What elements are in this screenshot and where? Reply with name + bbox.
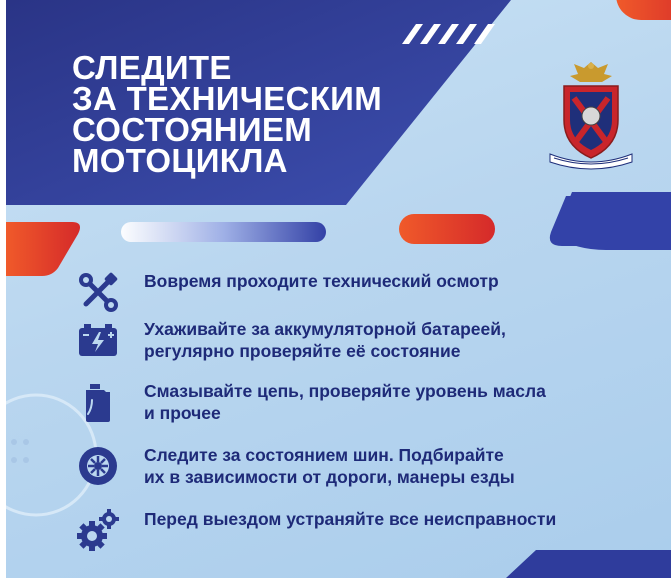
tip-text-line: Ухаживайте за аккумуляторной батареей, [144,319,506,339]
tip-text-line: и прочее [144,403,221,423]
tip-item-repairs [76,508,656,560]
tip-text-line: Смазывайте цепь, проверяйте уровень масла [144,381,546,401]
tip-item-tires [76,444,656,496]
poster-title [72,49,382,179]
tip-text-line: Следите за состоянием шин. Подбирайте [144,445,504,465]
title-line-1: СЛЕДИТЕ [72,49,232,86]
tip-item-battery [76,318,656,370]
oil-canister-icon [76,380,120,424]
tip-text-line: Перед выездом устраняйте все неисправности [144,509,557,529]
tip-text-line: регулярно проверяйте её состояние [144,341,461,361]
tip-item-inspection [76,270,656,322]
poster [6,0,671,578]
title-line-2: ЗА ТЕХНИЧЕСКИМ [72,80,382,117]
tip-text-line: Вовремя проходите технический осмотр [144,271,499,291]
title-line-4: МОТОЦИКЛА [72,142,288,179]
tip-item-oil [76,380,656,432]
tip-text-line: их в зависимости от дороги, манеры езды [144,467,515,487]
battery-icon [76,318,120,362]
tire-wheel-icon [76,444,120,488]
police-emblem-icon [546,58,636,173]
gears-icon [76,508,120,552]
wrench-screwdriver-icon [76,270,120,314]
title-line-3: СОСТОЯНИЕМ [72,111,313,148]
